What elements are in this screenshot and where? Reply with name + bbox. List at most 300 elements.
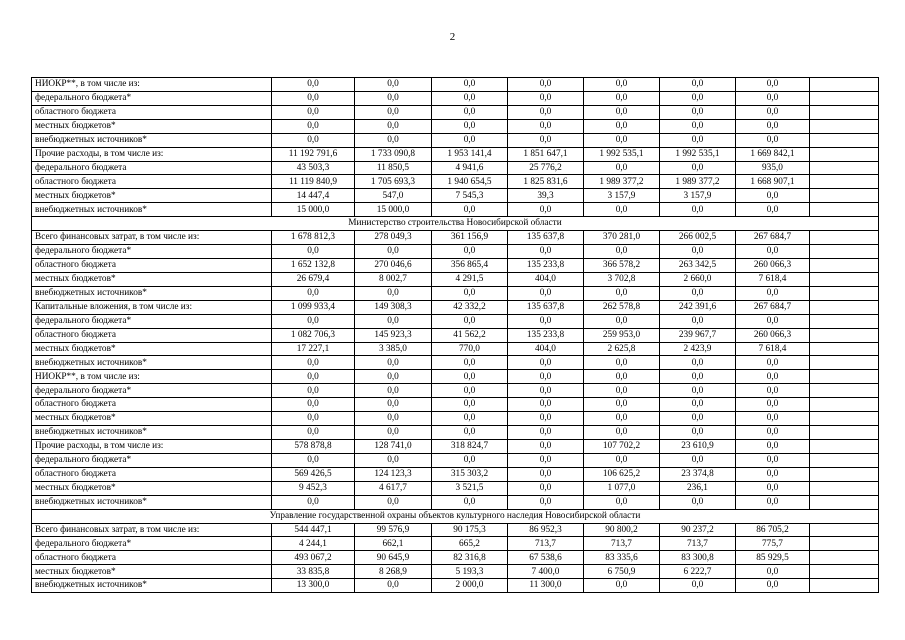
table-row xyxy=(32,328,879,342)
value-cell: 0,0 xyxy=(660,579,736,593)
value-cell: 0,0 xyxy=(508,119,584,133)
value-cell: 99 576,9 xyxy=(355,523,432,537)
value-cell: 1 825 831,6 xyxy=(508,175,584,189)
value-cell: 370 281,0 xyxy=(584,231,660,245)
value-cell: 0,0 xyxy=(736,426,810,440)
row-label: областного бюджета xyxy=(32,398,272,412)
value-cell: 0,0 xyxy=(584,105,660,119)
value-cell: 0,0 xyxy=(508,356,584,370)
value-cell: 0,0 xyxy=(432,426,508,440)
empty-cell xyxy=(810,78,879,92)
value-cell: 0,0 xyxy=(432,453,508,467)
value-cell: 662,1 xyxy=(355,537,432,551)
value-cell: 135 637,8 xyxy=(508,300,584,314)
row-label: Прочие расходы, в том числе из: xyxy=(32,439,272,453)
value-cell: 318 824,7 xyxy=(432,439,508,453)
table-row xyxy=(32,523,879,537)
value-cell: 0,0 xyxy=(272,119,355,133)
value-cell: 1 989 377,2 xyxy=(584,175,660,189)
empty-cell xyxy=(810,579,879,593)
value-cell: 0,0 xyxy=(736,412,810,426)
value-cell: 2 000,0 xyxy=(432,579,508,593)
value-cell: 0,0 xyxy=(736,384,810,398)
value-cell: 15 000,0 xyxy=(272,203,355,217)
value-cell: 0,0 xyxy=(432,245,508,259)
value-cell: 7 545,3 xyxy=(432,189,508,203)
value-cell: 713,7 xyxy=(508,537,584,551)
value-cell: 0,0 xyxy=(660,398,736,412)
page-number: 2 xyxy=(449,31,456,43)
value-cell: 0,0 xyxy=(584,78,660,92)
table-row xyxy=(32,245,879,259)
value-cell: 0,0 xyxy=(432,398,508,412)
empty-cell xyxy=(810,439,879,453)
value-cell: 315 303,2 xyxy=(432,467,508,481)
value-cell: 0,0 xyxy=(736,481,810,495)
table-row xyxy=(32,91,879,105)
value-cell: 42 332,2 xyxy=(432,300,508,314)
value-cell: 0,0 xyxy=(432,356,508,370)
empty-cell xyxy=(810,370,879,384)
value-cell: 266 002,5 xyxy=(660,231,736,245)
empty-cell xyxy=(810,300,879,314)
value-cell: 0,0 xyxy=(660,495,736,509)
table-row xyxy=(32,398,879,412)
value-cell: 85 929,5 xyxy=(736,551,810,565)
table-row xyxy=(32,231,879,245)
value-cell: 0,0 xyxy=(355,78,432,92)
value-cell: 0,0 xyxy=(272,453,355,467)
row-label: областного бюджета xyxy=(32,175,272,189)
value-cell: 0,0 xyxy=(355,495,432,509)
section-title: Управление государственной охраны объектов культурного наследия Новосибирской области xyxy=(32,509,879,523)
value-cell: 5 193,3 xyxy=(432,565,508,579)
value-cell: 11 119 840,9 xyxy=(272,175,355,189)
row-label: федерального бюджета* xyxy=(32,314,272,328)
value-cell: 0,0 xyxy=(355,579,432,593)
value-cell: 569 426,5 xyxy=(272,467,355,481)
table-row xyxy=(32,439,879,453)
value-cell: 124 123,3 xyxy=(355,467,432,481)
value-cell: 0,0 xyxy=(432,133,508,147)
empty-cell xyxy=(810,398,879,412)
value-cell: 0,0 xyxy=(272,370,355,384)
table-row xyxy=(32,453,879,467)
value-cell: 547,0 xyxy=(355,189,432,203)
value-cell: 356 865,4 xyxy=(432,258,508,272)
value-cell: 0,0 xyxy=(355,286,432,300)
value-cell: 0,0 xyxy=(736,370,810,384)
table-row xyxy=(32,147,879,161)
value-cell: 1 992 535,1 xyxy=(584,147,660,161)
value-cell: 0,0 xyxy=(660,78,736,92)
value-cell: 3 521,5 xyxy=(432,481,508,495)
value-cell: 0,0 xyxy=(736,439,810,453)
value-cell: 0,0 xyxy=(355,412,432,426)
value-cell: 0,0 xyxy=(355,356,432,370)
row-label: местных бюджетов* xyxy=(32,342,272,356)
value-cell: 6 750,9 xyxy=(584,565,660,579)
value-cell: 6 222,7 xyxy=(660,565,736,579)
value-cell: 0,0 xyxy=(272,412,355,426)
value-cell: 7 618,4 xyxy=(736,342,810,356)
value-cell: 23 610,9 xyxy=(660,439,736,453)
row-label: Прочие расходы, в том числе из: xyxy=(32,147,272,161)
value-cell: 775,7 xyxy=(736,537,810,551)
value-cell: 0,0 xyxy=(355,370,432,384)
value-cell: 0,0 xyxy=(508,453,584,467)
value-cell: 17 227,1 xyxy=(272,342,355,356)
value-cell: 2 660,0 xyxy=(660,272,736,286)
value-cell: 135 233,8 xyxy=(508,258,584,272)
value-cell: 90 175,3 xyxy=(432,523,508,537)
value-cell: 0,0 xyxy=(660,105,736,119)
table-row xyxy=(32,286,879,300)
value-cell: 0,0 xyxy=(660,314,736,328)
value-cell: 0,0 xyxy=(272,384,355,398)
value-cell: 2 625,8 xyxy=(584,342,660,356)
value-cell: 0,0 xyxy=(584,495,660,509)
value-cell: 0,0 xyxy=(584,286,660,300)
value-cell: 267 684,7 xyxy=(736,231,810,245)
value-cell: 0,0 xyxy=(584,453,660,467)
value-cell: 0,0 xyxy=(508,245,584,259)
table-row xyxy=(32,189,879,203)
value-cell: 0,0 xyxy=(736,467,810,481)
value-cell: 0,0 xyxy=(355,426,432,440)
value-cell: 0,0 xyxy=(355,119,432,133)
empty-cell xyxy=(810,495,879,509)
value-cell: 3 702,8 xyxy=(584,272,660,286)
value-cell: 0,0 xyxy=(508,412,584,426)
value-cell: 0,0 xyxy=(736,189,810,203)
value-cell: 0,0 xyxy=(660,370,736,384)
value-cell: 0,0 xyxy=(660,119,736,133)
row-label: федерального бюджета* xyxy=(32,537,272,551)
value-cell: 4 244,1 xyxy=(272,537,355,551)
row-label: местных бюджетов* xyxy=(32,189,272,203)
value-cell: 263 342,5 xyxy=(660,258,736,272)
row-label: областного бюджета xyxy=(32,105,272,119)
value-cell: 0,0 xyxy=(584,384,660,398)
value-cell: 0,0 xyxy=(660,91,736,105)
value-cell: 260 066,3 xyxy=(736,328,810,342)
table-row xyxy=(32,203,879,217)
value-cell: 0,0 xyxy=(736,203,810,217)
value-cell: 0,0 xyxy=(508,467,584,481)
value-cell: 665,2 xyxy=(432,537,508,551)
value-cell: 0,0 xyxy=(660,161,736,175)
row-label: местных бюджетов* xyxy=(32,412,272,426)
row-label: областного бюджета xyxy=(32,467,272,481)
row-label: НИОКР**, в том числе из: xyxy=(32,78,272,92)
table-row xyxy=(32,133,879,147)
value-cell: 0,0 xyxy=(584,161,660,175)
value-cell: 242 391,6 xyxy=(660,300,736,314)
value-cell: 1 953 141,4 xyxy=(432,147,508,161)
value-cell: 1 668 907,1 xyxy=(736,175,810,189)
value-cell: 1 082 706,3 xyxy=(272,328,355,342)
value-cell: 0,0 xyxy=(736,119,810,133)
table-row xyxy=(32,467,879,481)
table-row xyxy=(32,412,879,426)
section-header-row xyxy=(32,509,879,523)
empty-cell xyxy=(810,231,879,245)
value-cell: 0,0 xyxy=(660,356,736,370)
value-cell: 1 669 842,1 xyxy=(736,147,810,161)
value-cell: 4 617,7 xyxy=(355,481,432,495)
value-cell: 11 192 791,6 xyxy=(272,147,355,161)
value-cell: 0,0 xyxy=(584,133,660,147)
table-row xyxy=(32,481,879,495)
value-cell: 8 268,9 xyxy=(355,565,432,579)
value-cell: 713,7 xyxy=(660,537,736,551)
empty-cell xyxy=(810,272,879,286)
row-label: местных бюджетов* xyxy=(32,119,272,133)
value-cell: 0,0 xyxy=(584,412,660,426)
table-row xyxy=(32,426,879,440)
value-cell: 82 316,8 xyxy=(432,551,508,565)
value-cell: 0,0 xyxy=(432,286,508,300)
row-label: федерального бюджета* xyxy=(32,384,272,398)
value-cell: 1 940 654,5 xyxy=(432,175,508,189)
value-cell: 41 562,2 xyxy=(432,328,508,342)
table-row xyxy=(32,78,879,92)
value-cell: 106 625,2 xyxy=(584,467,660,481)
row-label: внебюджетных источников* xyxy=(32,286,272,300)
value-cell: 0,0 xyxy=(272,105,355,119)
value-cell: 4 941,6 xyxy=(432,161,508,175)
row-label: внебюджетных источников* xyxy=(32,203,272,217)
value-cell: 11 300,0 xyxy=(508,579,584,593)
value-cell: 107 702,2 xyxy=(584,439,660,453)
value-cell: 0,0 xyxy=(584,245,660,259)
value-cell: 0,0 xyxy=(432,495,508,509)
value-cell: 3 385,0 xyxy=(355,342,432,356)
value-cell: 4 291,5 xyxy=(432,272,508,286)
table-row xyxy=(32,258,879,272)
value-cell: 0,0 xyxy=(584,370,660,384)
empty-cell xyxy=(810,161,879,175)
value-cell: 0,0 xyxy=(736,314,810,328)
empty-cell xyxy=(810,453,879,467)
table-row xyxy=(32,370,879,384)
value-cell: 260 066,3 xyxy=(736,258,810,272)
value-cell: 0,0 xyxy=(584,91,660,105)
value-cell: 0,0 xyxy=(508,426,584,440)
value-cell: 259 953,0 xyxy=(584,328,660,342)
value-cell: 0,0 xyxy=(272,78,355,92)
value-cell: 0,0 xyxy=(660,286,736,300)
value-cell: 0,0 xyxy=(432,105,508,119)
row-label: федерального бюджета* xyxy=(32,245,272,259)
value-cell: 0,0 xyxy=(736,453,810,467)
value-cell: 1 705 693,3 xyxy=(355,175,432,189)
value-cell: 1 678 812,3 xyxy=(272,231,355,245)
value-cell: 0,0 xyxy=(736,495,810,509)
value-cell: 128 741,0 xyxy=(355,439,432,453)
value-cell: 67 538,6 xyxy=(508,551,584,565)
empty-cell xyxy=(810,105,879,119)
value-cell: 0,0 xyxy=(508,481,584,495)
row-label: областного бюджета xyxy=(32,258,272,272)
value-cell: 1 733 090,8 xyxy=(355,147,432,161)
table-row xyxy=(32,119,879,133)
empty-cell xyxy=(810,189,879,203)
value-cell: 0,0 xyxy=(432,203,508,217)
value-cell: 0,0 xyxy=(660,412,736,426)
value-cell: 0,0 xyxy=(508,370,584,384)
row-label: федерального бюджета* xyxy=(32,91,272,105)
value-cell: 0,0 xyxy=(508,398,584,412)
empty-cell xyxy=(810,91,879,105)
value-cell: 0,0 xyxy=(736,398,810,412)
row-label: внебюджетных источников* xyxy=(32,356,272,370)
row-label: федерального бюджета xyxy=(32,161,272,175)
value-cell: 1 099 933,4 xyxy=(272,300,355,314)
value-cell: 0,0 xyxy=(736,105,810,119)
value-cell: 0,0 xyxy=(272,286,355,300)
row-label: внебюджетных источников* xyxy=(32,133,272,147)
empty-cell xyxy=(810,565,879,579)
value-cell: 713,7 xyxy=(584,537,660,551)
value-cell: 0,0 xyxy=(508,286,584,300)
empty-cell xyxy=(810,175,879,189)
value-cell: 39,3 xyxy=(508,189,584,203)
value-cell: 0,0 xyxy=(584,356,660,370)
value-cell: 0,0 xyxy=(584,203,660,217)
table-row xyxy=(32,565,879,579)
value-cell: 1 989 377,2 xyxy=(660,175,736,189)
row-label: внебюджетных источников* xyxy=(32,579,272,593)
value-cell: 0,0 xyxy=(736,565,810,579)
value-cell: 0,0 xyxy=(508,495,584,509)
value-cell: 404,0 xyxy=(508,342,584,356)
value-cell: 0,0 xyxy=(508,105,584,119)
value-cell: 0,0 xyxy=(584,579,660,593)
row-label: местных бюджетов* xyxy=(32,481,272,495)
value-cell: 0,0 xyxy=(355,245,432,259)
value-cell: 83 300,8 xyxy=(660,551,736,565)
value-cell: 0,0 xyxy=(736,78,810,92)
value-cell: 8 002,7 xyxy=(355,272,432,286)
value-cell: 0,0 xyxy=(432,370,508,384)
empty-cell xyxy=(810,258,879,272)
value-cell: 9 452,3 xyxy=(272,481,355,495)
value-cell: 0,0 xyxy=(508,439,584,453)
value-cell: 544 447,1 xyxy=(272,523,355,537)
row-label: НИОКР**, в том числе из: xyxy=(32,370,272,384)
value-cell: 90 645,9 xyxy=(355,551,432,565)
value-cell: 11 850,5 xyxy=(355,161,432,175)
value-cell: 14 447,4 xyxy=(272,189,355,203)
row-label: областного бюджета xyxy=(32,328,272,342)
row-label: областного бюджета xyxy=(32,551,272,565)
value-cell: 43 503,3 xyxy=(272,161,355,175)
value-cell: 366 578,2 xyxy=(584,258,660,272)
value-cell: 83 335,6 xyxy=(584,551,660,565)
table-row xyxy=(32,356,879,370)
table-row xyxy=(32,161,879,175)
value-cell: 0,0 xyxy=(508,91,584,105)
section-title: Министерство строительства Новосибирской области xyxy=(32,217,879,231)
row-label: внебюджетных источников* xyxy=(32,426,272,440)
value-cell: 0,0 xyxy=(736,286,810,300)
empty-cell xyxy=(810,356,879,370)
row-label: Всего финансовых затрат, в том числе из: xyxy=(32,523,272,537)
value-cell: 0,0 xyxy=(736,356,810,370)
value-cell: 90 800,2 xyxy=(584,523,660,537)
value-cell: 0,0 xyxy=(508,384,584,398)
value-cell: 0,0 xyxy=(736,579,810,593)
value-cell: 1 652 132,8 xyxy=(272,258,355,272)
empty-cell xyxy=(810,133,879,147)
value-cell: 135 233,8 xyxy=(508,328,584,342)
empty-cell xyxy=(810,537,879,551)
value-cell: 0,0 xyxy=(272,133,355,147)
value-cell: 0,0 xyxy=(272,398,355,412)
value-cell: 0,0 xyxy=(660,384,736,398)
value-cell: 0,0 xyxy=(355,453,432,467)
value-cell: 0,0 xyxy=(736,91,810,105)
table-row xyxy=(32,384,879,398)
value-cell: 0,0 xyxy=(584,398,660,412)
empty-cell xyxy=(810,147,879,161)
value-cell: 86 952,3 xyxy=(508,523,584,537)
row-label: Капитальные вложения, в том числе из: xyxy=(32,300,272,314)
value-cell: 0,0 xyxy=(660,133,736,147)
empty-cell xyxy=(810,426,879,440)
value-cell: 0,0 xyxy=(272,245,355,259)
value-cell: 7 618,4 xyxy=(736,272,810,286)
value-cell: 0,0 xyxy=(432,384,508,398)
value-cell: 0,0 xyxy=(272,426,355,440)
value-cell: 0,0 xyxy=(508,203,584,217)
table-row xyxy=(32,579,879,593)
value-cell: 361 156,9 xyxy=(432,231,508,245)
empty-cell xyxy=(810,286,879,300)
value-cell: 33 835,8 xyxy=(272,565,355,579)
value-cell: 578 878,8 xyxy=(272,439,355,453)
empty-cell xyxy=(810,328,879,342)
row-label: Всего финансовых затрат, в том числе из: xyxy=(32,231,272,245)
table-row xyxy=(32,342,879,356)
value-cell: 26 679,4 xyxy=(272,272,355,286)
table-body xyxy=(32,78,879,593)
value-cell: 236,1 xyxy=(660,481,736,495)
value-cell: 1 077,0 xyxy=(584,481,660,495)
value-cell: 493 067,2 xyxy=(272,551,355,565)
value-cell: 0,0 xyxy=(736,245,810,259)
value-cell: 0,0 xyxy=(584,314,660,328)
table-row xyxy=(32,551,879,565)
empty-cell xyxy=(810,314,879,328)
empty-cell xyxy=(810,342,879,356)
value-cell: 0,0 xyxy=(660,245,736,259)
value-cell: 0,0 xyxy=(272,356,355,370)
value-cell: 0,0 xyxy=(272,314,355,328)
value-cell: 23 374,8 xyxy=(660,467,736,481)
table-row xyxy=(32,495,879,509)
value-cell: 90 237,2 xyxy=(660,523,736,537)
value-cell: 0,0 xyxy=(355,384,432,398)
value-cell: 270 046,6 xyxy=(355,258,432,272)
table-row xyxy=(32,272,879,286)
value-cell: 0,0 xyxy=(432,91,508,105)
table-row xyxy=(32,175,879,189)
table-row xyxy=(32,300,879,314)
value-cell: 0,0 xyxy=(736,133,810,147)
